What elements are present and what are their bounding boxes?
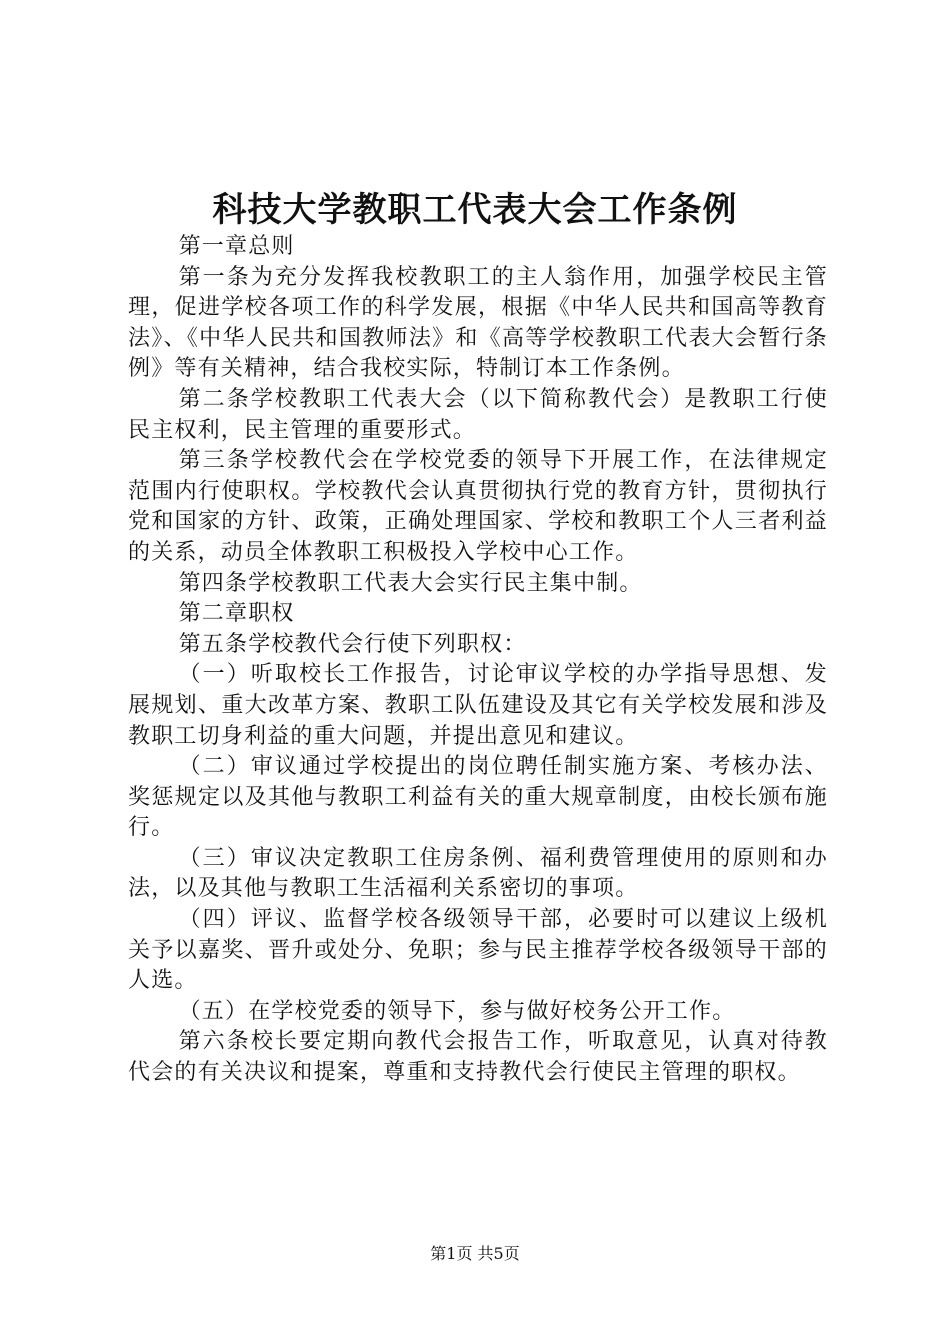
- list-item-paragraph: （三）审议决定教职工住房条例、福利费管理使用的原则和办法，以及其他与教职工生活福利关系密切的事项。: [128, 845, 828, 902]
- document-body: [128, 232, 828, 1089]
- list-item-paragraph: （一）听取校长工作报告，讨论审议学校的办学指导思想、发展规划、重大改革方案、教职工队伍建设及其它有关学校发展和涉及教职工切身利益的重大问题，并提出意见和建议。: [128, 662, 828, 749]
- article-paragraph: 第一条为充分发挥我校教职工的主人翁作用，加强学校民主管理，促进学校各项工作的科学发展，根据《中华人民共和国高等教育法》、《中华人民共和国教师法》和《高等学校教职工代表大会暂行条例》等有关精神，结合我校实际，特制订本工作条例。: [128, 264, 828, 382]
- article-paragraph: 第三条学校教代会在学校党委的领导下开展工作，在法律规定范围内行使职权。学校教代会认真贯彻执行党的教育方针，贯彻执行党和国家的方针、政策，正确处理国家、学校和教职工个人三者利益的关系，动员全体教职工积极投入学校中心工作。: [128, 448, 828, 565]
- document-title: 科技大学教职工代表大会工作条例: [212, 190, 738, 230]
- list-item-paragraph: （四）评议、监督学校各级领导干部，必要时可以建议上级机关予以嘉奖、晋升或处分、免职；参与民主推荐学校各级领导干部的人选。: [128, 907, 828, 994]
- list-item-paragraph: （二）审议通过学校提出的岗位聘任制实施方案、考核办法、奖惩规定以及其他与教职工利益有关的重大规章制度，由校长颁布施行。: [128, 754, 828, 841]
- article-paragraph: 第二条学校教职工代表大会（以下简称教代会）是教职工行使民主权利，民主管理的重要形式。: [128, 386, 828, 443]
- article-paragraph: 第五条学校教代会行使下列职权：: [178, 631, 527, 657]
- page-number-footer: 第1页 共5页: [430, 1244, 520, 1263]
- chapter-heading: 第二章职权: [178, 601, 295, 627]
- chapter-heading: 第一章总则: [178, 234, 295, 259]
- article-paragraph: 第六条校长要定期向教代会报告工作，听取意见，认真对待教代会的有关决议和提案，尊重和支持教代会行使民主管理的职权。: [128, 1029, 828, 1086]
- list-item-paragraph: （五）在学校党委的领导下，参与做好校务公开工作。: [178, 998, 736, 1024]
- article-paragraph: 第四条学校教职工代表大会实行民主集中制。: [178, 570, 643, 596]
